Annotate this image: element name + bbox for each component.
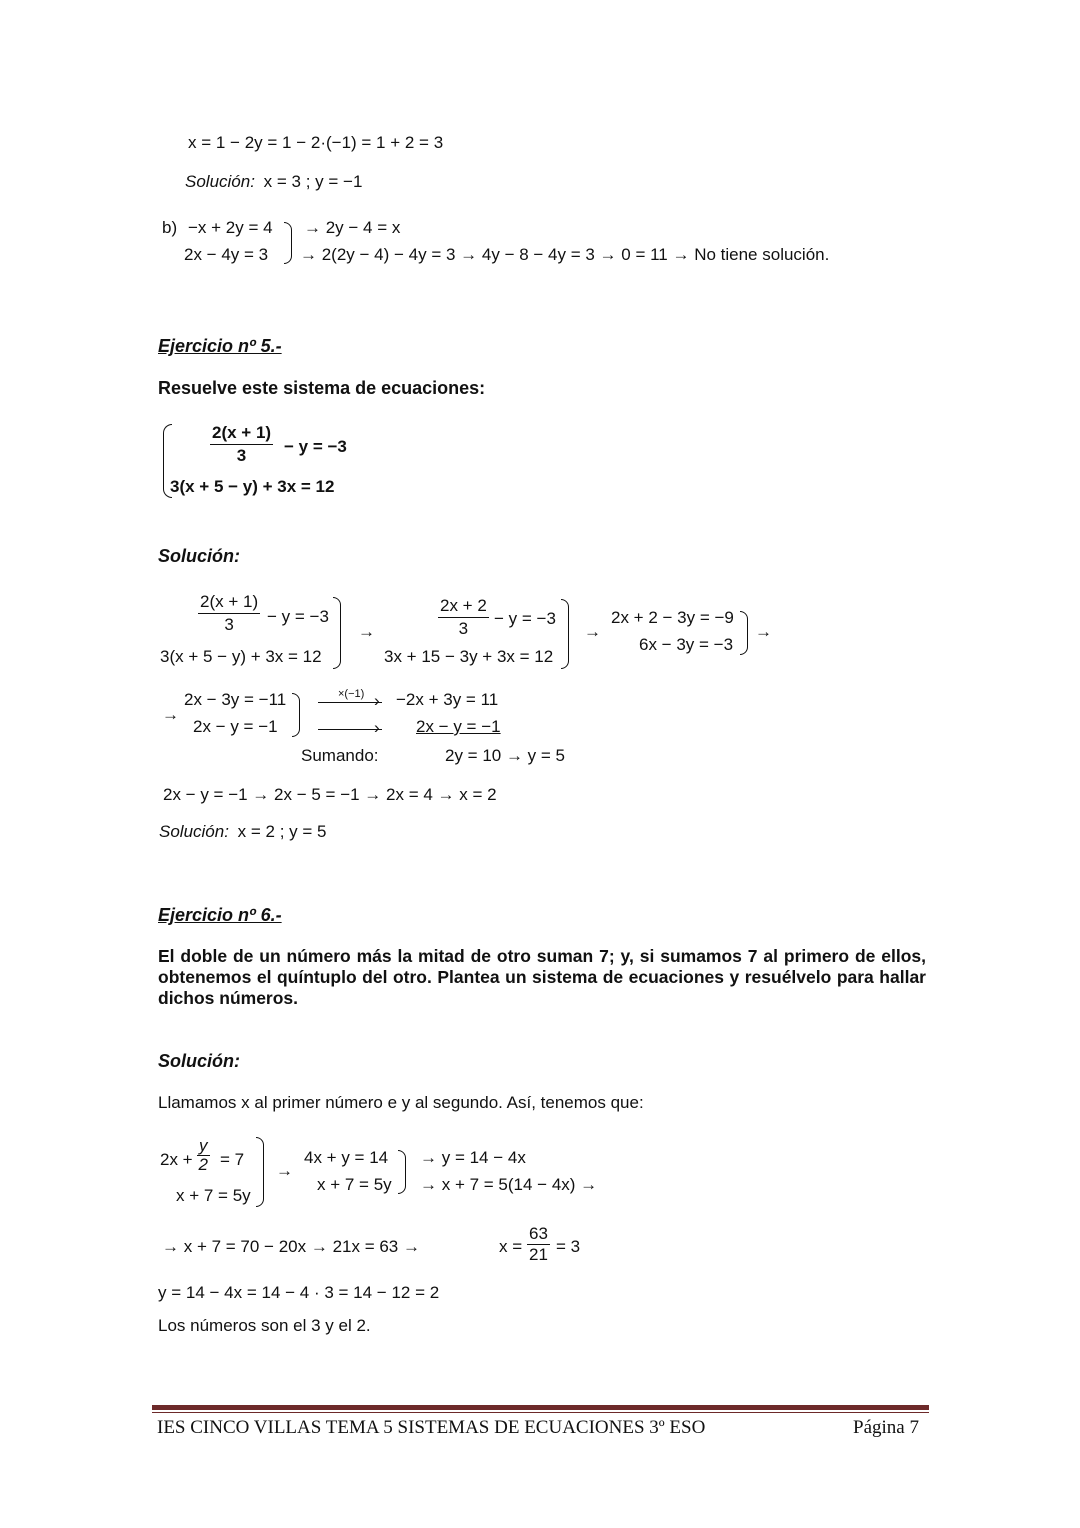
ex5-s1-arrow: → [358,622,375,641]
ex5-back-substitution: 2x − y = −1 → 2x − 5 = −1 → 2x = 4 → x = 2 [163,785,497,804]
ex5-s5-eq1: −2x + 3y = 11 [396,690,499,709]
ex5-s2-eq1-rest: − y = −3 [494,609,556,628]
ex5-s2-arrow: → [584,622,601,641]
ex5-system-eq1-rest: − y = −3 [284,437,347,456]
ex5-s3-arrow: → [755,622,772,641]
ex5-system-fraction: $\frac{2(x + 1)}{3}$ [212,423,272,465]
ex5-final-value: x = 2 ; y = 5 [237,822,327,841]
prev-b-brace [284,222,292,264]
prev-b-step1: → 2y − 4 = x [304,218,401,237]
ex5-solution-title: Solución: [158,546,240,566]
ex5-mult-label: ×(−1) [338,688,365,700]
ex5-s2-fraction: $\frac{2x + 2}{3}$ [440,596,487,638]
footer-left: IES CINCO VILLAS TEMA 5 SISTEMAS DE ECUACIONES 3º ESO [157,1417,706,1438]
ex6-x-fraction: $\frac{63}{21}$ [529,1224,548,1264]
ex5-sum-label: Sumando: [301,746,379,765]
ex5-final-label: Solución: [159,822,229,841]
ex5-s3-eq1: 2x + 2 − 3y = −9 [611,608,734,627]
ex6-line-a: → x + 7 = 70 − 20x → 21x = 63 → [162,1237,420,1256]
ex6-e1-pre: 2x + [160,1150,193,1169]
ex5-s3-eq2: 6x − 3y = −3 [639,635,734,654]
ex5-s5-eq2: 2x − y = −1 [416,717,501,736]
ex5-mult-arrow-head1: › [374,691,380,710]
ex5-mult-arrow-line2 [318,729,382,730]
ex5-s1-eq2: 3(x + 5 − y) + 3x = 12 [160,647,322,666]
ex6-m-brace [398,1150,406,1194]
ex5-s1-brace [333,597,341,669]
ex6-r2: → x + 7 = 5(14 − 4x) → [420,1175,598,1194]
footer-page-number: Página 7 [853,1417,919,1438]
ex5-sum-result: 2y = 10 → y = 5 [445,746,566,765]
ex5-mult-arrow-head2: › [374,718,380,737]
ex6-m2: x + 7 = 5y [317,1175,392,1194]
prev-b-eq1: −x + 2y = 4 [188,218,273,237]
ex6-arrow: → [276,1161,293,1180]
ex6-m1: 4x + y = 14 [304,1148,389,1167]
prev-b-eq2: 2x − 4y = 3 [184,245,269,264]
ex5-s1-fraction: $\frac{2(x + 1)}{3}$ [200,592,259,634]
ex6-title: Ejercicio nº 6.- [158,905,282,925]
footer-rule-thin [152,1412,929,1413]
ex5-mult-arrow-line1 [318,702,382,703]
ex5-s4-brace [292,693,300,737]
ex6-sys-brace [256,1137,264,1207]
ex6-e1-post: = 7 [220,1150,245,1169]
footer-rule-thick [152,1405,929,1410]
prev-line1: x = 1 − 2y = 1 − 2·(−1) = 1 + 2 = 3 [188,133,444,152]
ex6-r1: → y = 14 − 4x [420,1148,526,1167]
ex5-s1-eq1-rest: − y = −3 [267,607,329,626]
ex5-s4-eq2: 2x − y = −1 [193,717,278,736]
ex6-e2: x + 7 = 5y [176,1186,251,1205]
ex6-e1-fraction: $\frac{y}{2}$ [198,1136,208,1174]
ex5-s2-eq2: 3x + 15 − 3y + 3x = 12 [384,647,554,666]
ex5-final-solution [159,822,327,842]
ex5-s4-eq1: 2x − 3y = −11 [184,690,287,709]
ex5-system-eq2: 3(x + 5 − y) + 3x = 12 [170,477,335,496]
ex5-s4-arrow: → [162,705,179,724]
prev-b-step2: → 2(2y − 4) − 4y = 3 → 4y − 8 − 4y = 3 → 0 = 11 → No tiene solución. [300,245,830,264]
ex5-s2-brace [561,599,569,669]
ex6-x-post: = 3 [556,1237,581,1256]
ex6-conclusion: Los números son el 3 y el 2. [158,1316,371,1335]
ex5-s3-brace [740,611,748,655]
prev-solution [185,172,362,192]
prev-b-label: b) [162,218,178,237]
ex5-statement: Resuelve este sistema de ecuaciones: [158,378,486,398]
ex6-statement: El doble de un número más la mitad de otro suman 7; y, si sumamos 7 al primero de ellos, obtenemos el quíntuplo del otro. Plantea un sistema de ecuaciones y resuélvelo para hallar dichos números. [158,946,926,1008]
prev-solution-value: x = 3 ; y = −1 [263,172,363,191]
prev-solution-label: Solución: [185,172,255,191]
ex6-y-line: y = 14 − 4x = 14 − 4 · 3 = 14 − 12 = 2 [158,1283,440,1302]
ex6-intro: Llamamos x al primer número e y al segundo. Así, tenemos que: [158,1093,644,1112]
ex6-x-pre: x = [499,1237,523,1256]
ex6-solution-title: Solución: [158,1051,240,1071]
ex5-title: Ejercicio nº 5.- [158,336,282,356]
